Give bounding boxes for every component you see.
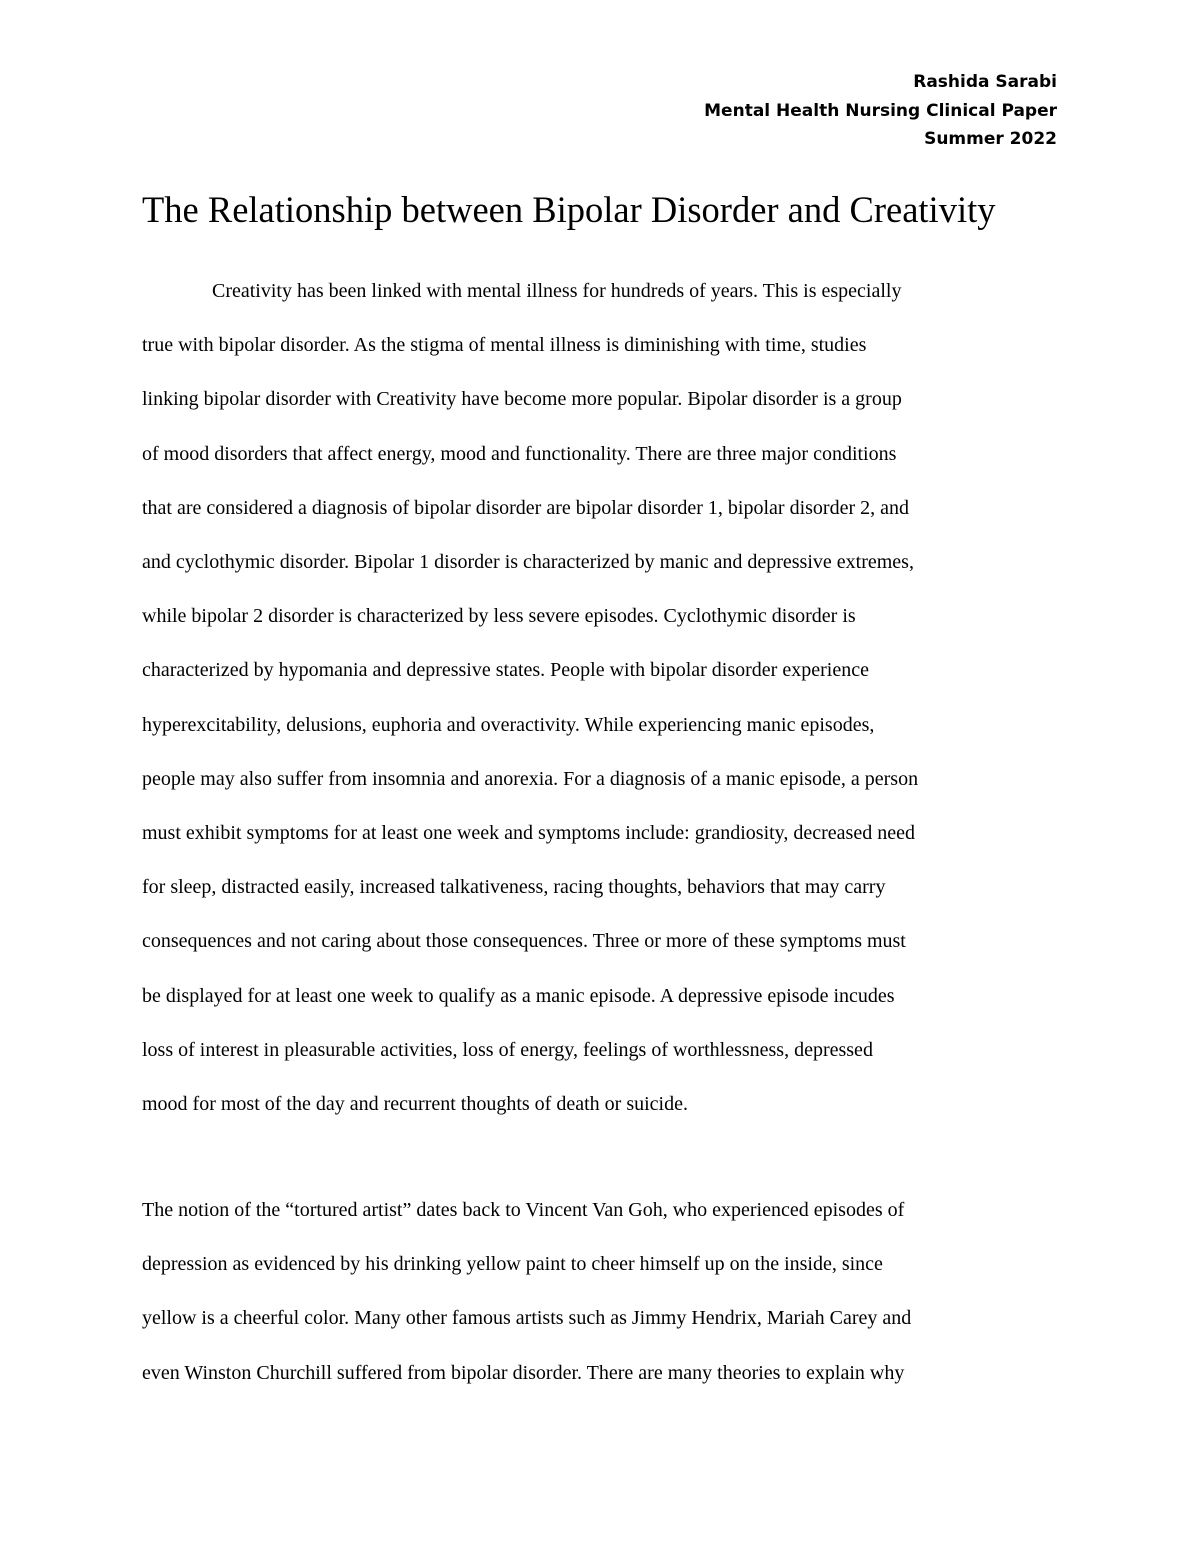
paper-title: The Relationship between Bipolar Disorder and Creativity bbox=[142, 189, 996, 230]
author-name: Rashida Sarabi bbox=[913, 72, 1057, 92]
paper-header bbox=[704, 68, 1057, 154]
paragraph-line: while bipolar 2 disorder is characterized by less severe episodes. Cyclothymic disorder is bbox=[142, 605, 856, 628]
paragraph-line: depression as evidenced by his drinking yellow paint to cheer himself up on the inside, since bbox=[142, 1253, 883, 1276]
paragraph-line: even Winston Churchill suffered from bipolar disorder. There are many theories to explain why bbox=[142, 1361, 905, 1384]
paragraph-line: true with bipolar disorder. As the stigma of mental illness is diminishing with time, studies bbox=[142, 334, 867, 357]
paragraph-line: people may also suffer from insomnia and anorexia. For a diagnosis of a manic episode, a person bbox=[142, 767, 919, 790]
paragraph-line: that are considered a diagnosis of bipolar disorder are bipolar disorder 1, bipolar disorder 2, and bbox=[142, 496, 909, 519]
paragraph-2 bbox=[142, 1183, 1072, 1400]
paragraph-line: hyperexcitability, delusions, euphoria and overactivity. While experiencing manic episodes, bbox=[142, 713, 875, 736]
course-name: Mental Health Nursing Clinical Paper bbox=[704, 100, 1057, 121]
paragraph-line: consequences and not caring about those consequences. Three or more of these symptoms must bbox=[142, 930, 906, 953]
paragraph-line: for sleep, distracted easily, increased talkativeness, racing thoughts, behaviors that may carry bbox=[142, 876, 886, 899]
paragraph-line: Creativity has been linked with mental illness for hundreds of years. This is especially bbox=[212, 280, 902, 302]
paragraph-line: must exhibit symptoms for at least one week and symptoms include: grandiosity, decreased need bbox=[142, 822, 915, 845]
paragraph-line: characterized by hypomania and depressive states. People with bipolar disorder experience bbox=[142, 659, 869, 682]
paragraph-line: loss of interest in pleasurable activities, loss of energy, feelings of worthlessness, depressed bbox=[142, 1038, 873, 1061]
paragraph-line: linking bipolar disorder with Creativity have become more popular. Bipolar disorder is a group bbox=[142, 388, 902, 411]
paragraph-line: and cyclothymic disorder. Bipolar 1 disorder is characterized by manic and depressive extremes, bbox=[142, 551, 914, 574]
paragraph-line: of mood disorders that affect energy, mood and functionality. There are three major conditions bbox=[142, 442, 897, 465]
paragraph-line: The notion of the “tortured artist” dates back to Vincent Van Goh, who experienced episodes of bbox=[142, 1199, 905, 1221]
paragraph-line: yellow is a cheerful color. Many other famous artists such as Jimmy Hendrix, Mariah Carey and bbox=[142, 1307, 912, 1330]
paragraph-line: be displayed for at least one week to qualify as a manic episode. A depressive episode incudes bbox=[142, 984, 895, 1007]
paragraph-line: mood for most of the day and recurrent thoughts of death or suicide. bbox=[142, 1093, 688, 1116]
paragraph-1 bbox=[142, 264, 1072, 1131]
term: Summer 2022 bbox=[924, 129, 1057, 149]
